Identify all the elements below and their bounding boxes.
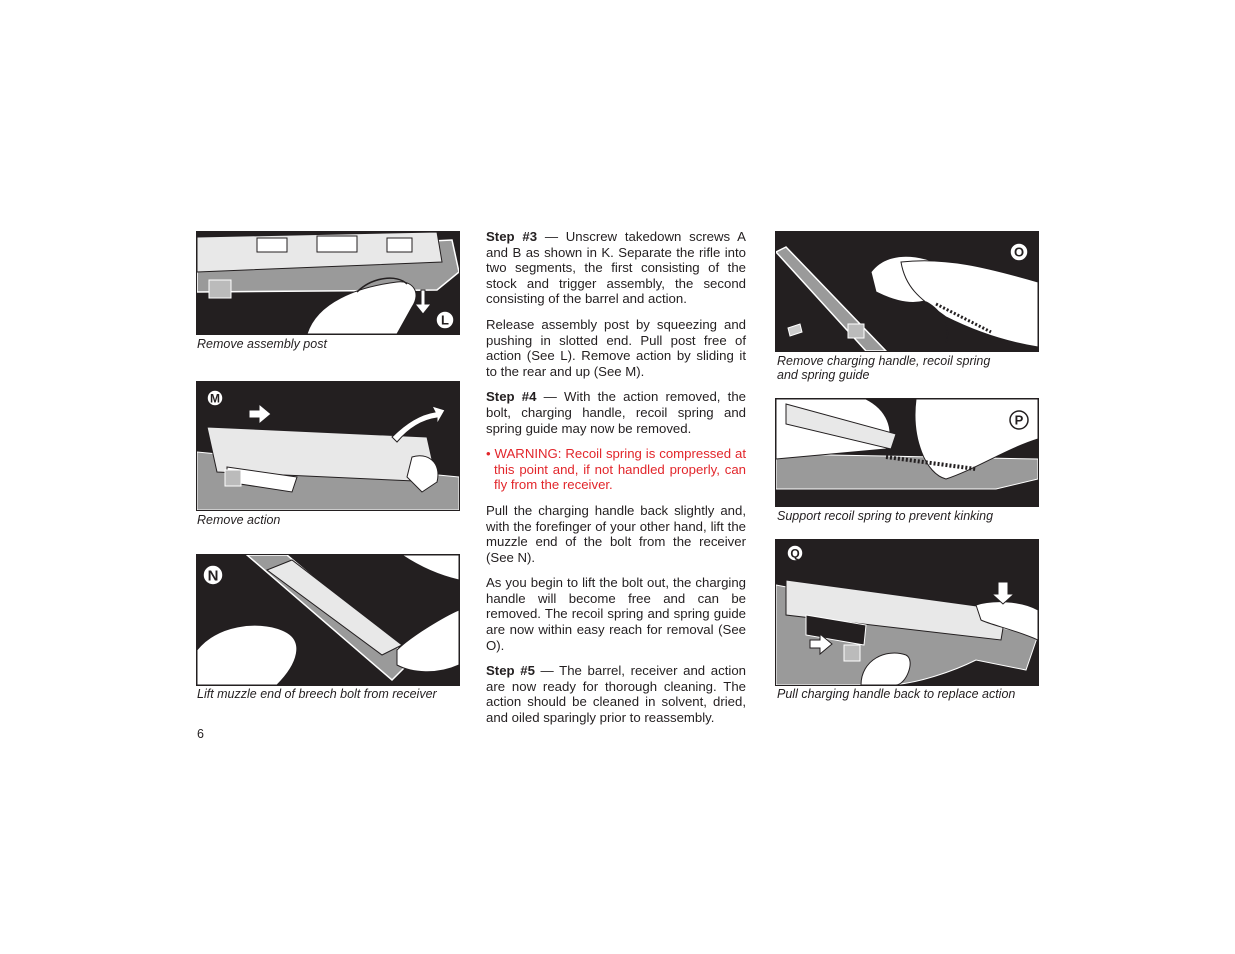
step4-label: Step #4 — [486, 389, 537, 405]
step5-paragraph — [486, 663, 746, 725]
figure-label-l: L — [441, 312, 449, 328]
illustration-support-recoil-spring — [776, 399, 1038, 506]
lift-paragraph: As you begin to lift the bolt out, the charging handle will become free and can be removed. The recoil spring and spring guide are now within easy reach for removal (See O). — [486, 575, 746, 653]
figure-label-m: M — [210, 391, 220, 406]
figure-label-q: Q — [790, 546, 800, 561]
figure-label-n: N — [207, 567, 219, 585]
step3-label: Step #3 — [486, 229, 538, 244]
page-number: 6 — [197, 727, 204, 741]
figure-p — [775, 398, 1039, 507]
figure-l — [196, 231, 460, 335]
release-paragraph: Release assembly post by squeezing and pushing in slotted end. Pull post free of action (See L). Remove action by sliding it to the rear and up (See M). — [486, 316, 746, 379]
illustration-pull-charging-handle — [776, 540, 1038, 685]
step5-label: Step #5 — [486, 663, 535, 679]
caption-o — [777, 354, 990, 382]
figure-m — [196, 381, 460, 511]
figure-label-o: O — [1013, 244, 1025, 260]
illustration-lift-breech-bolt — [197, 555, 459, 685]
figure-q — [775, 539, 1039, 686]
caption-o-line1: Remove charging handle, recoil spring — [777, 354, 991, 368]
pull-paragraph: Pull the charging handle back slightly and, with the forefinger of your other hand, lift the muzzle end of the bolt from the receiver (See N). — [486, 502, 746, 565]
figure-n — [196, 554, 460, 686]
step4-paragraph — [486, 389, 746, 436]
caption-q: Pull charging handle back to replace action — [777, 687, 1016, 701]
step3-body: — Unscrew takedown screws A and B as shown in K. Separate the rifle into two segments, the first consisting of the stock and trigger assembly, the second consisting of the barrel and action. — [486, 229, 746, 307]
caption-o-line2: and spring guide — [777, 368, 870, 382]
warning-text: • WARNING: Recoil spring is compressed at this point and, if not handled properly, can fly from the receiver. — [486, 446, 746, 493]
caption-m: Remove action — [197, 513, 281, 527]
step5-body: — The barrel, receiver and action are now ready for thorough cleaning. The action should be cleaned in solvent, dried, and oiled sparingly prior to reassembly. — [486, 663, 746, 726]
figure-label-p: P — [1014, 412, 1024, 428]
illustration-remove-assembly-post — [197, 232, 459, 334]
illustration-remove-charging-handle — [776, 232, 1038, 351]
step4-body: — With the action removed, the bolt, charging handle, recoil spring and spring guide may now be removed. — [486, 389, 746, 436]
step3-paragraph — [486, 229, 746, 307]
caption-p: Support recoil spring to prevent kinking — [777, 509, 994, 523]
caption-n: Lift muzzle end of breech bolt from receiver — [197, 687, 437, 701]
instructions-column — [486, 229, 746, 736]
caption-l: Remove assembly post — [197, 337, 327, 351]
figure-o — [775, 231, 1039, 352]
illustration-remove-action — [197, 382, 459, 510]
